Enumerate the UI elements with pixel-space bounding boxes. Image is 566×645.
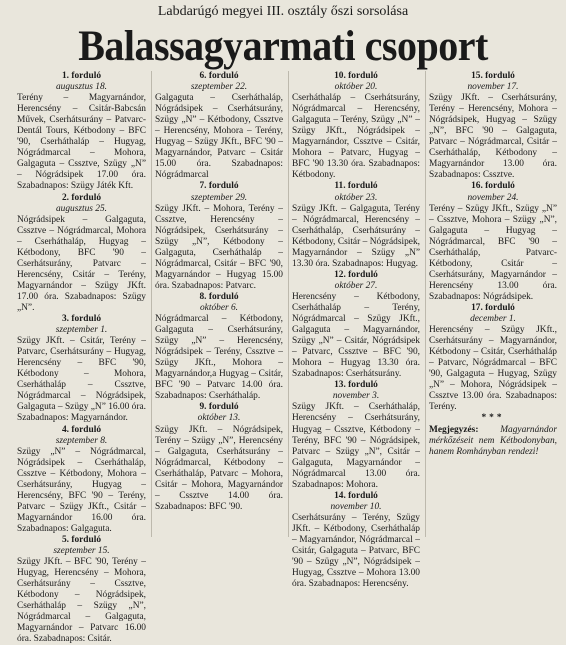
round-date: augusztus 18. <box>55 82 108 93</box>
round-heading: 12. forduló <box>334 269 378 280</box>
round-date: november 3. <box>332 391 380 402</box>
round-fixtures: Szügy JKft. – Mohora, Terény – Cssztve, Herencsény – Nógrádsipek, Cserhátsurány – Szügy „N”, Kétbodony – Galgaguta, Cserháthaláp – Nógrádmarcal, Csitár – BFC '90, Magyarnándor – Hugyag 15.00 óra. Szabadnapos: Patvarc. <box>155 203 283 291</box>
round-date: november 24. <box>467 192 519 203</box>
note-text: Magyarnándor mérkőzéseit nem Kétbodonyban, hanem Romhányban rendezi! <box>429 424 557 457</box>
column-2 <box>151 71 288 537</box>
group-title: Balassagyarmati csoport <box>78 21 488 70</box>
round-heading: 10. forduló <box>334 71 378 81</box>
round-heading: 7. forduló <box>199 181 239 192</box>
round-date: szeptember 1. <box>55 325 108 336</box>
round-fixtures: Nógrádsipek – Galgaguta, Cssztve – Nógrádmarcal, Mohora – Cserháthaláp, Hugyag – Kétbodony, BFC '90 – Cserhátsurány, Patvarc – Herencsény, Csitár – Terény, Magyarnándor – Szügy JKft. 17.00 óra. Szabadnapos: Szügy „N”. <box>17 214 146 313</box>
round-section <box>155 71 283 181</box>
round-heading: 14. forduló <box>334 490 378 501</box>
round-section <box>155 402 283 512</box>
round-fixtures: Nógrádmarcal – Kétbodony, Galgaguta – Cserhátsurány, Szügy „N” – Herencsény, Nógrádsipek – Terény, Cssztve – Szügy JKft., Mohora – Magyarnándor,a Hugyag – Csitár, BFC '90 – Patvarc 14.00 óra. Szabadnapos: Cserháthaláp. <box>155 314 283 402</box>
round-section <box>17 71 146 193</box>
round-section <box>155 292 283 402</box>
column-1 <box>14 71 151 645</box>
round-fixtures: Terény – Szügy JKft., Szügy „N” – Cssztve, Mohora – Szügy „N”, Galgaguta – Hugyag – Nógrádmarcal, BFC '90 – Cserháthaláp, Patvarc-Kétbodony, Csitár – Cserhátsurány, Magyarnándor – Herencsény 13.00 óra. Szabadnapos: Nógrádsipek. <box>429 203 557 302</box>
round-heading: 8. forduló <box>199 291 239 302</box>
round-section <box>17 425 146 535</box>
round-section <box>155 181 283 291</box>
round-date: október 6. <box>199 302 238 313</box>
round-date: szeptember 15. <box>53 546 110 557</box>
round-fixtures: Cserháthaláp – Cserhátsurány, Nógrádmarcal – Herencsény, Galgaguta – Terény, Szügy „N” – Szügy JKft., Nógrádsipek – Magyarnándor, Cssztve – Csitár, Mohora – Patvarc, Hugyag – BFC '90 13.30 óra. Szabadnapos: Kétbodony. <box>292 93 420 181</box>
round-section <box>292 71 420 181</box>
round-fixtures: Szügy JKft. – Cserhátsurány, Terény – Herencsény, Mohora – Nógrádsipek, Hugyag – Szügy „N”, BFC '90 – Galgaguta, Patvarc – Nógrádmarcal, Csitár – Cserháthaláp, Kétbodony – Magyarnándor 13.00 óra. Szabadnapos: Cssztve. <box>429 93 557 181</box>
round-heading: 6. forduló <box>199 71 239 81</box>
round-heading: 2. forduló <box>61 192 102 203</box>
round-date: szeptember 8. <box>55 435 108 446</box>
league-subtitle: Labdarúgó megyei III. osztály őszi sorsolása <box>157 4 409 19</box>
round-section <box>292 270 420 380</box>
round-fixtures: Herencsény – Kétbodony, Cserháthaláp – Terény, Nógrádmarcal – Szügy JKft., Galgaguta – Magyarnándor, Szügy „N” – Csitár, Nógrádsipek – Patvarc, Cssztve – BFC '90, Mohora – Hugyag 13.30 óra. Szabadnapos: Cserhátsurány. <box>292 291 420 380</box>
round-heading: 5. forduló <box>61 534 102 545</box>
round-section <box>17 193 146 315</box>
round-heading: 9. forduló <box>199 402 239 413</box>
round-heading: 13. forduló <box>334 380 378 391</box>
round-fixtures: Szügy JKft. – Galgaguta, Terény – Nógrádmarcal, Herencsény – Cserháthaláp, Cserhátsurány – Kétbodony, Csitár – Nógrádsipek, Magyarnándor – Szügy „N” 13.30 óra. Szabadnapos: Hugyag. <box>292 203 420 269</box>
round-section <box>429 181 557 303</box>
note-label: Megjegyzés: <box>429 424 479 435</box>
round-date: október 20. <box>334 82 378 93</box>
round-fixtures: Szügy „N” – Nógrádmarcal, Nógrádsipek – Cserháthaláp, Cssztve – Kétbodony, Mohora – Cserhátsurány, Hugyag – Herencsény, BFC '90 – Terény, Patvarc – Szügy JKft., Csitár – Magyarnándor 16.00 óra. Szabadnapos: Galgaguta. <box>17 446 146 534</box>
round-fixtures: Szügy JKft. – Csitár, Terény – Patvarc, Cserhátsurány – Hugyag, Herencsény – BFC '90, Kétbodony – Mohora, Cserháthaláp – Cssztve, Nógrádmarcal – Nógrádsipek, Galgaguta – Szügy „N” 16.00 óra. Szabadnapos: Magyarnándor. <box>17 336 146 424</box>
round-heading: 3. forduló <box>61 314 102 325</box>
note <box>429 425 557 458</box>
round-date: november 17. <box>467 82 519 93</box>
round-date: november 10. <box>330 501 382 512</box>
fixture-columns <box>14 71 564 645</box>
round-fixtures: Szügy JKft. – BFC '90, Terény – Hugyag, Herencsény – Mohora, Cserhátsurány – Cssztve, Kétbodony – Nógrádsipek, Cserháthaláp – Szügy „N”, Nógrádmarcal – Galgaguta, Magyarnándor – Patvarc 16.00 óra. Szabadnapos: Csitár. <box>17 557 146 645</box>
round-section <box>292 181 420 269</box>
round-date: szeptember 29. <box>190 192 248 203</box>
round-date: október 13. <box>197 413 241 424</box>
separator-stars: *** <box>481 413 505 424</box>
round-heading: 15. forduló <box>471 71 515 81</box>
round-date: augusztus 25. <box>55 203 108 214</box>
round-fixtures: Szügy JKft. – Cserháthaláp, Herencsény – Cserhátsurány, Hugyag – Cssztve, Kétbodony – Terény, BFC '90 – Nógrádsipek, Patvarc – Szügy „N”, Csitár – Galgaguta, Magyarnándor – Nógrádmarcal 13.00 óra. Szabadnapos: Mohora. <box>292 402 420 490</box>
round-fixtures: Cserhátsurány – Terény, Szügy JKft. – Kétbodony, Cserháthaláp – Magyarnándor, Nógrádmarcal – Csitár, Galgaguta – Patvarc, BFC '90 – Szügy „N”, Nógrádsipek – Hugyag, Cssztve – Mohora 13.00 óra. Szabadnapos: Herencsény. <box>292 512 420 590</box>
round-section <box>17 314 146 424</box>
round-fixtures: Herencsény – Szügy JKft., Cserhátsurány – Magyarnándor, Kétbodony – Csitár, Cserháthaláp – Patvarc, Nógrádmarcal – BFC '90, Galgaguta – Hugyag, Szügy „N” – Mohora, Nógrádsipek – Cssztve 13.00 óra. Szabadnapos: Terény. <box>429 325 557 413</box>
round-fixtures: Terény – Magyarnándor, Herencsény – Csitár-Babcsán Művek, Cserhátsurány – Patvarc-Dentál Tours, Kétbodony – BFC '90, Cserháthaláp – Hugyag, Nógrádmarcal – Mohora, Galgaguta – Cssztve, Szügy „N” – Nógrádsipek 17.00 óra. Szabadnapos: Szügy Játék Kft. <box>17 93 146 192</box>
column-4 <box>425 71 562 537</box>
round-heading: 17. forduló <box>471 302 515 313</box>
round-heading: 11. forduló <box>334 181 378 192</box>
round-fixtures: Galgaguta – Cserháthaláp, Nógrádsipek – Cserhátsurány, Szügy „N” – Kétbodony, Cssztve – Herencsény, Mohora – Terény, Hugyag – Szügy JKft., BFC '90 – Magyarnándor, Patvarc – Csitár 15.00 óra. Szabadnapos: Nógrádmarcal <box>155 93 283 181</box>
column-3 <box>288 71 425 590</box>
round-section <box>17 535 146 645</box>
round-section <box>429 303 557 413</box>
round-section <box>292 491 420 590</box>
round-heading: 1. forduló <box>61 71 102 81</box>
round-date: október 23. <box>334 192 378 203</box>
round-heading: 4. forduló <box>61 424 102 435</box>
round-date: szeptember 22. <box>190 82 248 93</box>
round-section <box>292 380 420 490</box>
round-date: október 27. <box>334 280 378 291</box>
round-fixtures: Szügy JKft. – Nógrádsipek, Terény – Szügy „N”, Herencsény – Galgaguta, Cserhátsurány – Nógrádmarcal, Kétbodony – Cserháthaláp, Patvarc – Mohora, Csitár – Mohora, Magyarnándor – Cssztve 14.00 óra. Szabadnapos: BFC '90. <box>155 424 283 512</box>
round-date: december 1. <box>470 314 516 325</box>
round-section <box>429 71 557 181</box>
round-heading: 16. forduló <box>471 181 515 192</box>
